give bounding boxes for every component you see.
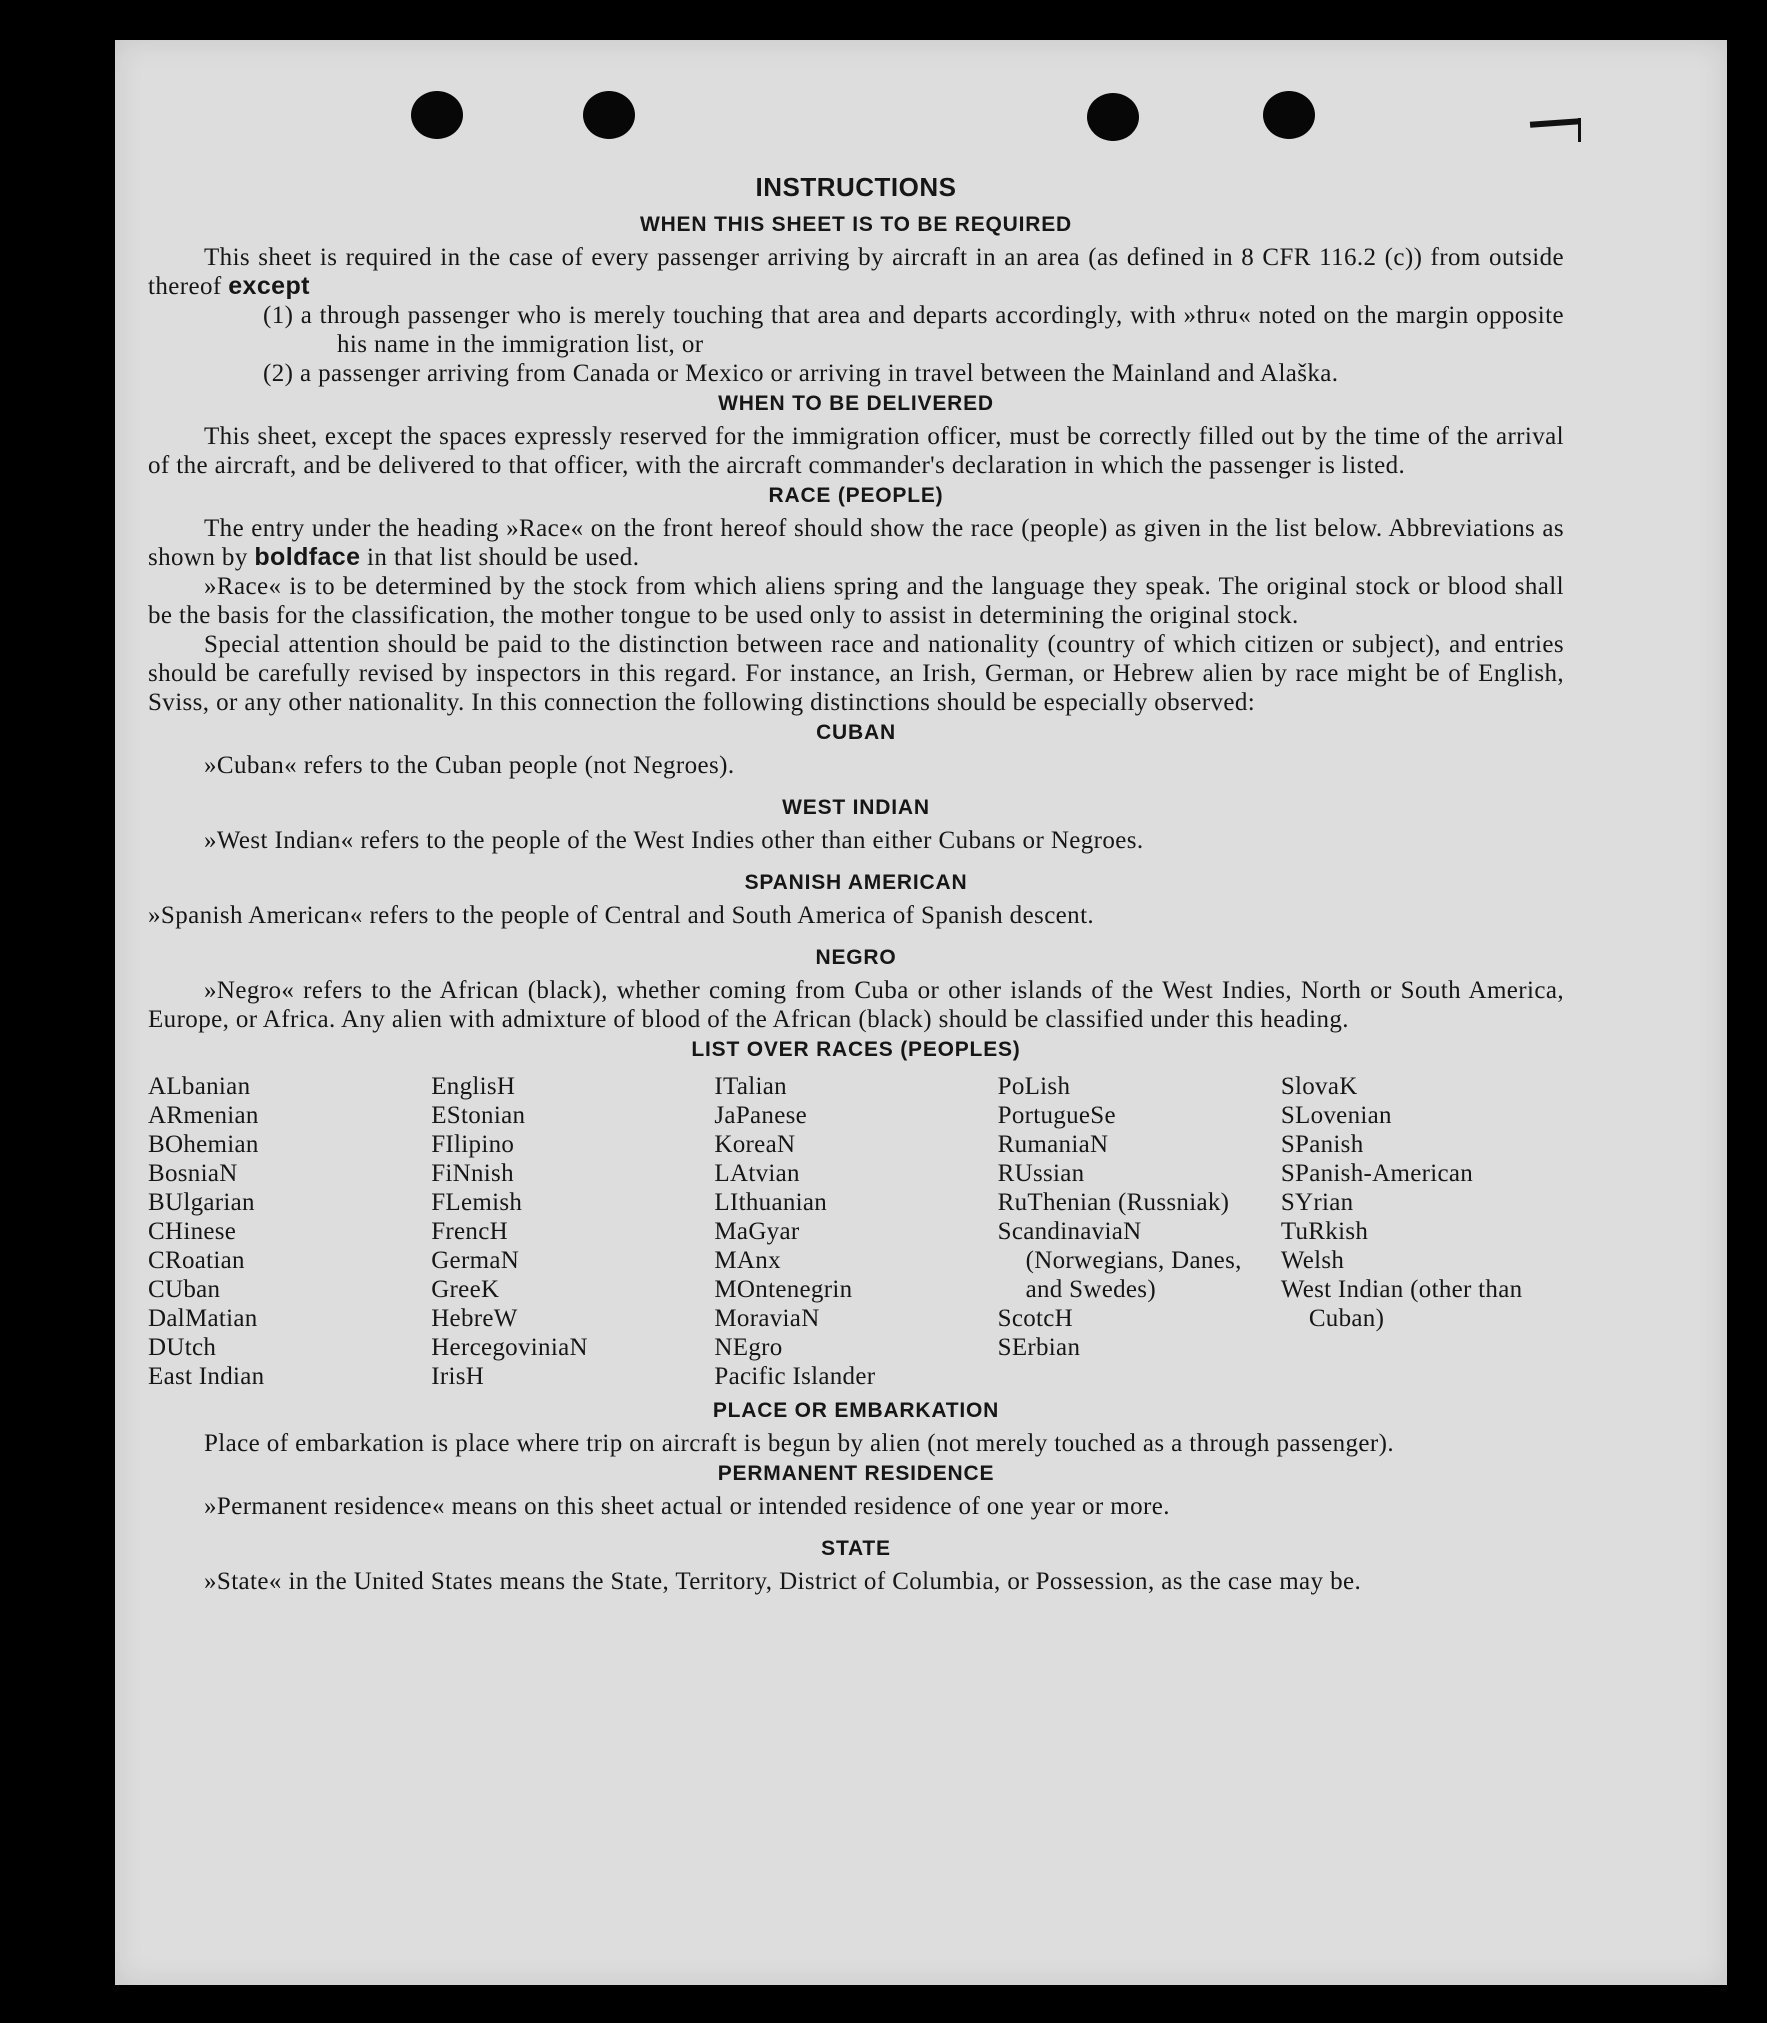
residence-text: »Permanent residence« means on this sheet actual or intended residence of one year or more. (204, 1493, 1170, 1520)
west-indian-text: »West Indian« refers to the people of the West Indies other than either Cubans or Negroes. (204, 827, 1144, 854)
race-entry: NEgro (714, 1334, 783, 1361)
race-entry: MoraviaN (714, 1305, 820, 1332)
race-entry: MAnx (714, 1247, 781, 1274)
race-entry: SErbian (997, 1334, 1081, 1361)
boldface-keyword: boldface (254, 543, 361, 571)
race-entry: SPanish-American (1280, 1160, 1474, 1187)
delivered-text: This sheet, except the spaces expressly reserved for the immigration officer, must be correctly filled out by the time of the arrival of the aircraft, and be delivered to that officer, with the aircraft commander's declaration in which the passenger is listed. (148, 423, 1564, 479)
scan-mark (1578, 118, 1581, 142)
race-entry: SLovenian (1280, 1102, 1392, 1129)
except-keyword: except (228, 272, 310, 300)
race-entry: SYrian (1280, 1189, 1354, 1216)
instructions-content (148, 172, 1564, 1596)
race-entry: PortugueSe (997, 1102, 1116, 1129)
punch-hole (411, 91, 463, 139)
section-heading-negro: NEGRO (815, 946, 897, 969)
required-intro: This sheet is required in the case of every passenger arriving by aircraft in an area (as defined in 8 CFR 116.2 (c)) from outside thereof except (148, 244, 1564, 300)
race-entry: BOhemian (148, 1131, 259, 1158)
negro-text: »Negro« refers to the African (black), whether coming from Cuba or other islands of the West Indies, North or South America, Europe, or Africa. Any alien with admixture of blood of the African (black) should be classified under this heading. (148, 977, 1564, 1033)
race-entry: RuThenian (Russniak) (997, 1189, 1230, 1216)
race-paragraph-2: »Race« is to be determined by the stock from which aliens spring and the language they speak. The original stock or blood shall be the basis for the classification, the mother tongue to be used only to assist in determining the original stock. (148, 573, 1564, 629)
race-column (1281, 1072, 1564, 1391)
race-entry: ScotcH (997, 1305, 1074, 1332)
race-entry: East Indian (148, 1363, 265, 1390)
race-entry: ScandinaviaN (Norwegians, Danes, and Swedes) (997, 1218, 1242, 1303)
race-entry: DUtch (148, 1334, 217, 1361)
race-entry: DalMatian (148, 1305, 258, 1332)
race-entry: HercegoviniaN (431, 1334, 588, 1361)
race-entry: FIlipino (431, 1131, 515, 1158)
race-entry: HebreW (431, 1305, 518, 1332)
race-entry: RumaniaN (997, 1131, 1109, 1158)
race-entry: SlovaK (1280, 1073, 1358, 1100)
section-heading-state: STATE (821, 1537, 891, 1560)
race-entry: ARmenian (148, 1102, 259, 1129)
section-heading-delivered: WHEN TO BE DELIVERED (718, 392, 994, 415)
race-entry: FrencH (431, 1218, 508, 1245)
race-entry: KoreaN (714, 1131, 796, 1158)
page-title: INSTRUCTIONS (755, 172, 957, 202)
race-entry: Welsh (1280, 1247, 1345, 1274)
scan-mark (1530, 118, 1580, 127)
required-item-1: (1) a through passenger who is merely touching that area and departs accordingly, with »thru« noted on the margin opposite his name in the immigration list, or (263, 302, 1564, 358)
race-entry: FLemish (431, 1189, 523, 1216)
race-entry: Pacific Islander (714, 1363, 876, 1390)
race-list (148, 1072, 1564, 1391)
spanish-american-text: »Spanish American« refers to the people of Central and South America of Spanish descent. (148, 902, 1095, 929)
race-entry: CUban (148, 1276, 221, 1303)
cuban-text: »Cuban« refers to the Cuban people (not Negroes). (204, 752, 735, 779)
section-heading-race-list: LIST OVER RACES (PEOPLES) (691, 1038, 1021, 1061)
race-entry: FiNnish (431, 1160, 514, 1187)
race-entry: BUlgarian (148, 1189, 255, 1216)
state-text: »State« in the United States means the State, Territory, District of Columbia, or Possession, as the case may be. (204, 1568, 1362, 1595)
race-entry: MaGyar (714, 1218, 800, 1245)
race-entry: CHinese (148, 1218, 237, 1245)
section-heading-residence: PERMANENT RESIDENCE (717, 1462, 995, 1485)
race-paragraph-1: The entry under the heading »Race« on the front hereof should show the race (people) as given in the list below. Abbreviations as shown by boldface in that list should be used. (148, 515, 1564, 571)
punch-hole (583, 91, 635, 139)
race-entry: PoLish (997, 1073, 1071, 1100)
section-heading-spanish-american: SPANISH AMERICAN (744, 871, 968, 894)
race-column (998, 1072, 1281, 1391)
race-entry: TuRkish (1280, 1218, 1369, 1245)
race-entry: EStonian (431, 1102, 526, 1129)
embarkation-text: Place of embarkation is place where trip on aircraft is begun by alien (not merely touched as a through passenger). (204, 1430, 1395, 1457)
race-entry: ALbanian (148, 1073, 251, 1100)
race-column (431, 1072, 714, 1391)
race-entry: CRoatian (148, 1247, 245, 1274)
race-entry: West Indian (other than Cuban) (1280, 1276, 1523, 1332)
race-entry: SPanish (1280, 1131, 1364, 1158)
race-entry: BosniaN (148, 1160, 238, 1187)
race-column (714, 1072, 997, 1391)
section-heading-race: RACE (PEOPLE) (768, 484, 944, 507)
race-entry: LAtvian (714, 1160, 800, 1187)
race-entry: GermaN (431, 1247, 520, 1274)
section-heading-cuban: CUBAN (816, 721, 896, 744)
race-entry: GreeK (431, 1276, 500, 1303)
race-entry: LIthuanian (714, 1189, 828, 1216)
race-entry: JaPanese (714, 1102, 808, 1129)
section-heading-required: WHEN THIS SHEET IS TO BE REQUIRED (639, 213, 1073, 236)
punch-hole (1263, 91, 1315, 139)
race-entry: ITalian (714, 1073, 787, 1100)
race-entry: MOntenegrin (714, 1276, 853, 1303)
race-entry: EnglisH (431, 1073, 516, 1100)
race-entry: RUssian (997, 1160, 1085, 1187)
section-heading-west-indian: WEST INDIAN (782, 796, 930, 819)
section-heading-embarkation: PLACE OR EMBARKATION (712, 1399, 1000, 1422)
race-entry: IrisH (431, 1363, 485, 1390)
race-paragraph-3: Special attention should be paid to the distinction between race and nationality (country of which citizen or subject), and entries should be carefully revised by inspectors in this regard. For instance, an Irish, German, or Hebrew alien by race might be of English, Sviss, or any other nationality. In this connection the following distinctions should be especially observed: (148, 631, 1564, 716)
required-item-2: (2) a passenger arriving from Canada or Mexico or arriving in travel between the Mainland and Alaška. (263, 360, 1339, 387)
punch-hole (1087, 93, 1139, 141)
race-column (148, 1072, 431, 1391)
